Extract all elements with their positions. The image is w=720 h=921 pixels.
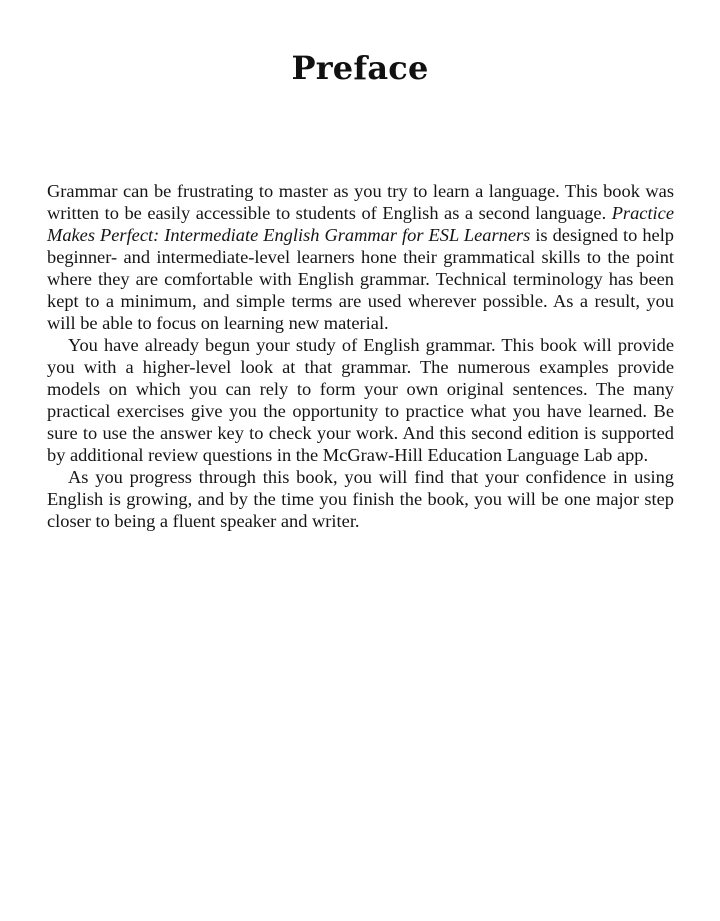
- paragraph-3: As you progress through this book, you will find that your confidence in using English is growing, and by the time you finish the book, you will be one major step closer to being a fluent speaker and writer.: [47, 467, 674, 531]
- paragraph-1: [47, 180, 674, 334]
- paragraph-1-rest: is designed to help beginner- and intermediate-level learners hone their grammatical skills to the point where they are comfortable with English grammar. Technical terminology has been kept to a minimum, and simple terms are used wherever possible. As a result, you will be able to focus on learning new material.: [47, 225, 674, 333]
- preface-body: [47, 180, 674, 532]
- paragraph-1-lead: Grammar can be frustrating to master as you try to learn a language. This book was written to be easily accessible to students of English as a second language.: [47, 181, 674, 223]
- paragraph-2: You have already begun your study of English grammar. This book will provide you with a higher-level look at that grammar. The numerous examples provide models on which you can rely to form your own original sentences. The many practical exercises give you the opportunity to practice what you have learned. Be sure to use the answer key to check your work. And this second edition is supported by additional review questions in the McGraw-Hill Education Language Lab app.: [47, 335, 674, 465]
- book-title: Practice Makes Perfect: Intermediate English Grammar for ESL Learners: [47, 203, 674, 245]
- page-title: Preface: [291, 49, 429, 87]
